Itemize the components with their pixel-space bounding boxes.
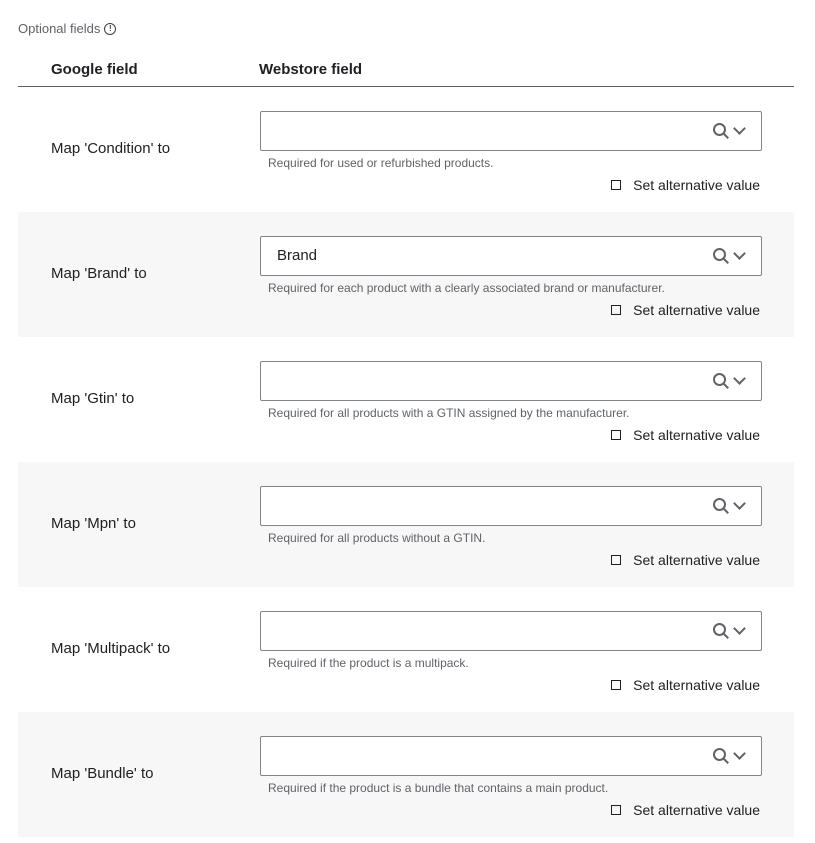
help-text: Required if the product is a multipack.: [268, 656, 469, 670]
set-alternative-value[interactable]: [611, 677, 760, 693]
webstore-field-select[interactable]: [260, 736, 762, 776]
alternative-value-checkbox[interactable]: [611, 430, 621, 440]
set-alternative-value[interactable]: [611, 177, 760, 193]
select-value: Brand: [277, 247, 318, 264]
mapping-row-gtin: [18, 337, 794, 462]
mapping-row-condition: [18, 87, 794, 212]
chevron-down-icon[interactable]: [733, 497, 746, 510]
alternative-value-checkbox[interactable]: [611, 180, 621, 190]
search-icon[interactable]: [713, 123, 725, 135]
search-icon[interactable]: [713, 373, 725, 385]
mapping-row-multipack: [18, 587, 794, 712]
optional-fields-label: Optional fields: [18, 21, 101, 36]
alternative-value-checkbox[interactable]: [611, 305, 621, 315]
webstore-field-select[interactable]: [260, 486, 762, 526]
help-text: Required for each product with a clearly associated brand or manufacturer.: [268, 281, 665, 295]
row-label: Map 'Bundle' to: [51, 765, 154, 782]
chevron-down-icon[interactable]: [733, 747, 746, 760]
row-label: Map 'Brand' to: [51, 265, 147, 282]
search-icon[interactable]: [713, 623, 725, 635]
alternative-value-label: Set alternative value: [633, 427, 760, 443]
alternative-value-label: Set alternative value: [633, 677, 760, 693]
set-alternative-value[interactable]: [611, 427, 760, 443]
alternative-value-checkbox[interactable]: [611, 805, 621, 815]
alternative-value-label: Set alternative value: [633, 802, 760, 818]
chevron-down-icon[interactable]: [733, 247, 746, 260]
header-google-field: Google field: [51, 61, 138, 78]
chevron-down-icon[interactable]: [733, 122, 746, 135]
alternative-value-checkbox[interactable]: [611, 555, 621, 565]
webstore-field-select[interactable]: [260, 236, 762, 276]
set-alternative-value[interactable]: [611, 552, 760, 568]
alternative-value-label: Set alternative value: [633, 302, 760, 318]
set-alternative-value[interactable]: [611, 802, 760, 818]
search-icon[interactable]: [713, 498, 725, 510]
help-text: Required if the product is a bundle that contains a main product.: [268, 781, 609, 795]
webstore-field-select[interactable]: [260, 111, 762, 151]
webstore-field-select[interactable]: [260, 361, 762, 401]
row-label: Map 'Condition' to: [51, 140, 171, 157]
chevron-down-icon[interactable]: [733, 372, 746, 385]
alternative-value-checkbox[interactable]: [611, 680, 621, 690]
help-text: Required for all products with a GTIN assigned by the manufacturer.: [268, 406, 630, 420]
header-webstore-field: Webstore field: [259, 61, 363, 78]
mapping-rows: [18, 87, 794, 837]
row-label: Map 'Gtin' to: [51, 390, 135, 407]
alternative-value-label: Set alternative value: [633, 177, 760, 193]
mapping-row-brand: [18, 212, 794, 337]
help-text: Required for used or refurbished products.: [268, 156, 494, 170]
table-header: [18, 58, 794, 87]
mapping-row-mpn: [18, 462, 794, 587]
alternative-value-label: Set alternative value: [633, 552, 760, 568]
mapping-row-bundle: [18, 712, 794, 837]
search-icon[interactable]: [713, 748, 725, 760]
search-icon[interactable]: [713, 248, 725, 260]
chevron-down-icon[interactable]: [733, 622, 746, 635]
help-text: Required for all products without a GTIN.: [268, 531, 486, 545]
info-icon[interactable]: !: [104, 23, 116, 35]
row-label: Map 'Multipack' to: [51, 640, 171, 657]
set-alternative-value[interactable]: [611, 302, 760, 318]
row-label: Map 'Mpn' to: [51, 515, 136, 532]
webstore-field-select[interactable]: [260, 611, 762, 651]
optional-fields-title: [18, 21, 116, 36]
